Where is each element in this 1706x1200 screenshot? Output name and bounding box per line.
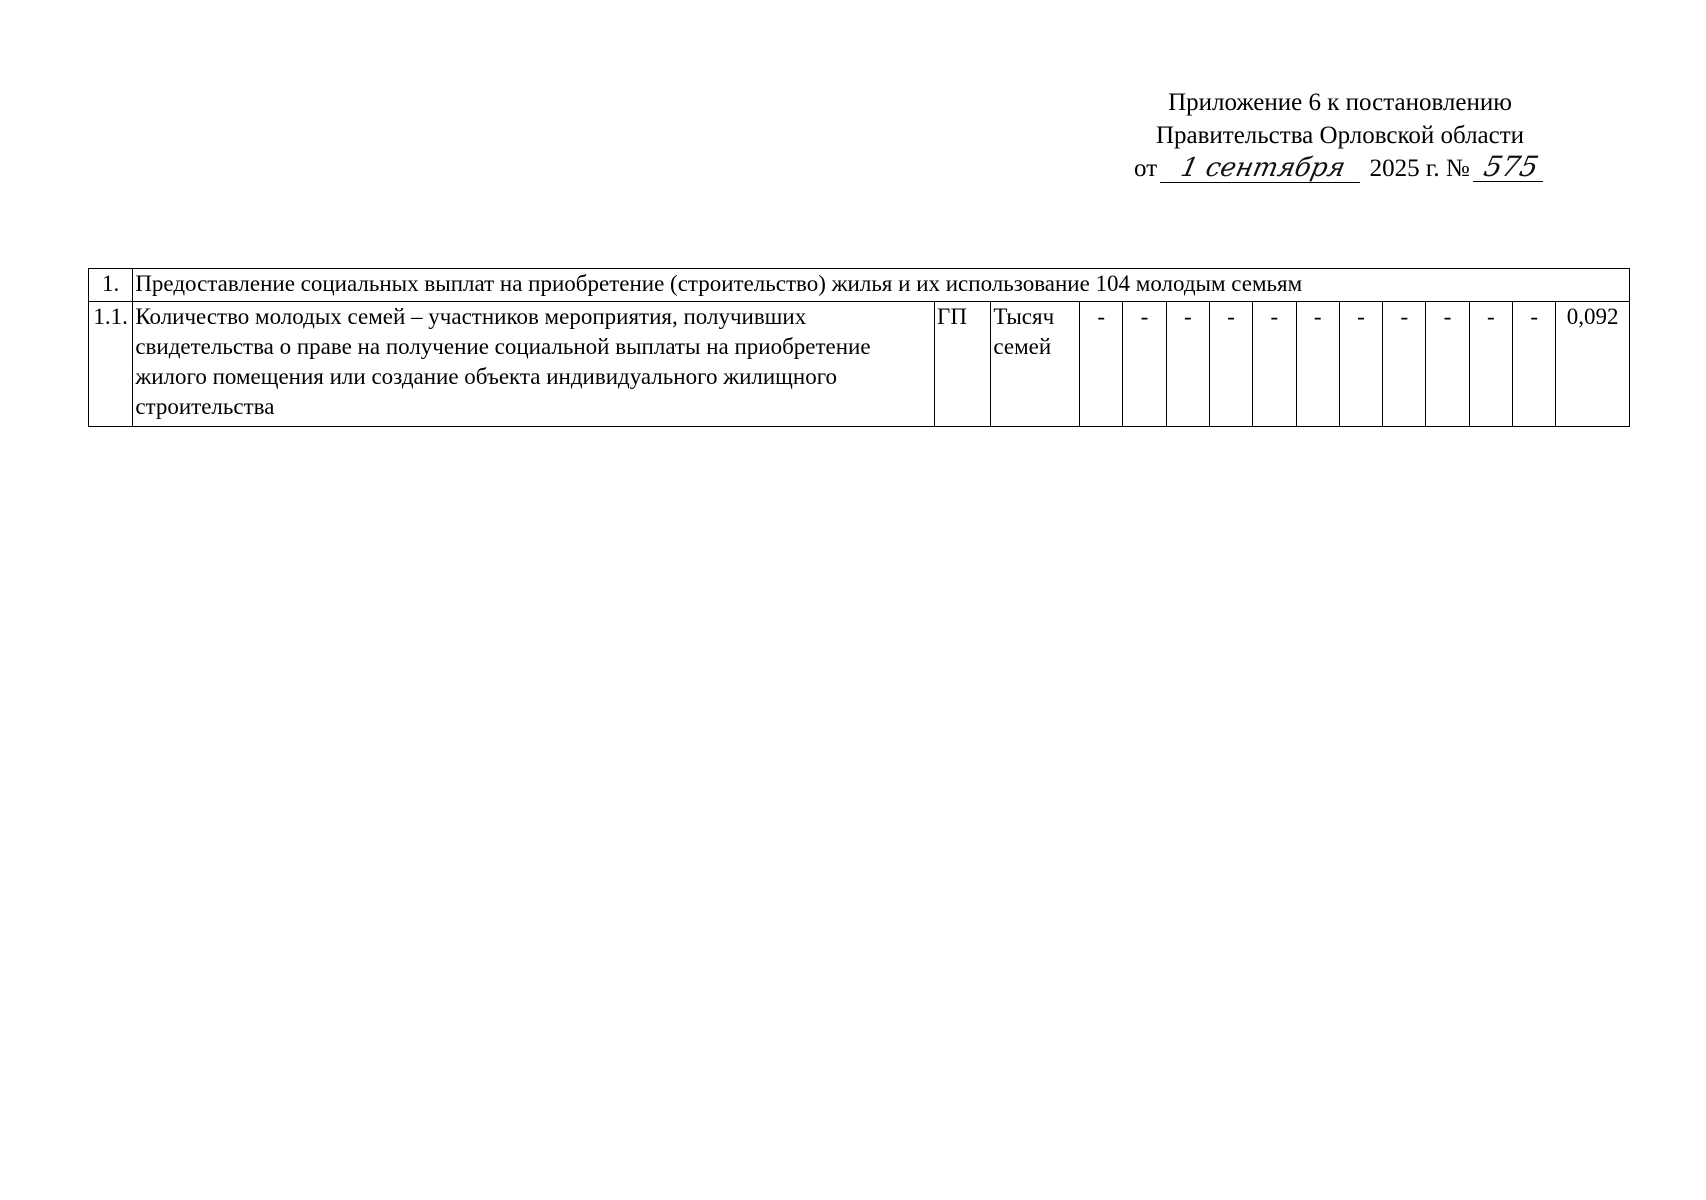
section-title: Предоставление социальных выплат на приобретение (строительство) жилья и их использование 104 молодым семьям	[133, 269, 1630, 302]
section-number: 1.	[89, 269, 133, 302]
value-cell-3: -	[1166, 302, 1209, 427]
indicator-type: ГП	[935, 302, 991, 427]
document-header	[1080, 86, 1600, 185]
decree-date-line	[1080, 152, 1600, 185]
value-cell-2: -	[1123, 302, 1166, 427]
unit-of-measure: Тысяч семей	[991, 302, 1080, 427]
value-cell-6: -	[1296, 302, 1339, 427]
value-cell-10: -	[1469, 302, 1512, 427]
appendix-title: Приложение 6 к постановлению	[1168, 89, 1512, 116]
indicators-table	[88, 268, 1630, 427]
indicator-description: Количество молодых семей – участников мероприятия, получивших свидетельства о праве на получение социальной выплаты на приобретение жилого помещения или создание объекта индивидуального жилищного строительства	[133, 302, 935, 427]
government-name: Правительства Орловской области	[1155, 122, 1525, 149]
value-cell-5: -	[1253, 302, 1296, 427]
final-value-cell: 0,092	[1556, 302, 1630, 427]
value-cell-4: -	[1209, 302, 1252, 427]
section-row	[89, 269, 1630, 302]
value-cell-11: -	[1513, 302, 1556, 427]
row-number: 1.1.	[89, 302, 133, 427]
value-cell-9: -	[1426, 302, 1469, 427]
table-row	[89, 302, 1630, 427]
value-cell-1: -	[1080, 302, 1123, 427]
value-cell-7: -	[1339, 302, 1382, 427]
date-prefix: от	[1134, 155, 1158, 182]
value-cell-8: -	[1383, 302, 1426, 427]
handwritten-date: 1 сентября	[1160, 154, 1366, 183]
year-text: 2025 г. №	[1369, 155, 1470, 182]
handwritten-number: 575	[1473, 153, 1549, 182]
